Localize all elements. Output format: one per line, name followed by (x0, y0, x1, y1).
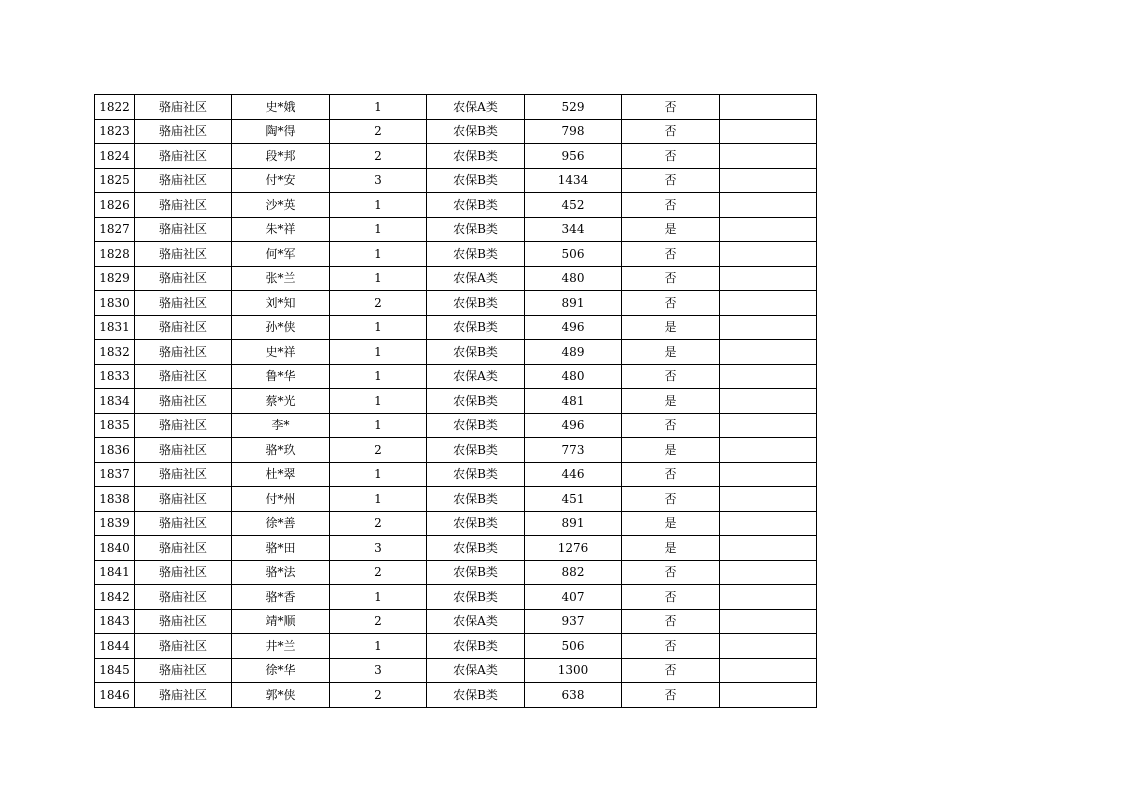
remark-cell (720, 217, 817, 242)
name-cell: 刘*知 (232, 291, 330, 316)
remark-cell (720, 609, 817, 634)
amount-cell: 1434 (525, 168, 622, 193)
amount-cell: 481 (525, 389, 622, 414)
remark-cell (720, 266, 817, 291)
flag-cell: 否 (622, 658, 720, 683)
serial-number-cell: 1828 (95, 242, 135, 267)
serial-number-cell: 1829 (95, 266, 135, 291)
remark-cell (720, 487, 817, 512)
insurance-type-cell: 农保B类 (427, 193, 525, 218)
name-cell: 孙*侠 (232, 315, 330, 340)
amount-cell: 489 (525, 340, 622, 365)
table-row (95, 217, 817, 242)
name-cell: 史*娥 (232, 95, 330, 120)
flag-cell: 是 (622, 315, 720, 340)
community-cell: 骆庙社区 (135, 193, 232, 218)
serial-number-cell: 1841 (95, 560, 135, 585)
amount-cell: 891 (525, 511, 622, 536)
community-cell: 骆庙社区 (135, 95, 232, 120)
flag-cell: 是 (622, 340, 720, 365)
community-cell: 骆庙社区 (135, 119, 232, 144)
insurance-type-cell: 农保B类 (427, 413, 525, 438)
serial-number-cell: 1834 (95, 389, 135, 414)
household-size-cell: 2 (330, 438, 427, 463)
amount-cell: 529 (525, 95, 622, 120)
table-row (95, 536, 817, 561)
insurance-type-cell: 农保A类 (427, 609, 525, 634)
insurance-type-cell: 农保A类 (427, 266, 525, 291)
amount-cell: 480 (525, 364, 622, 389)
table-row (95, 609, 817, 634)
serial-number-cell: 1822 (95, 95, 135, 120)
insurance-type-cell: 农保B类 (427, 389, 525, 414)
insurance-type-cell: 农保B类 (427, 242, 525, 267)
insurance-type-cell: 农保B类 (427, 683, 525, 708)
amount-cell: 956 (525, 144, 622, 169)
household-size-cell: 1 (330, 462, 427, 487)
remark-cell (720, 364, 817, 389)
serial-number-cell: 1832 (95, 340, 135, 365)
household-size-cell: 1 (330, 95, 427, 120)
community-cell: 骆庙社区 (135, 340, 232, 365)
flag-cell: 是 (622, 217, 720, 242)
remark-cell (720, 389, 817, 414)
table-row (95, 119, 817, 144)
flag-cell: 否 (622, 634, 720, 659)
remark-cell (720, 168, 817, 193)
household-size-cell: 2 (330, 560, 427, 585)
amount-cell: 638 (525, 683, 622, 708)
amount-cell: 446 (525, 462, 622, 487)
remark-cell (720, 658, 817, 683)
table-row (95, 438, 817, 463)
remark-cell (720, 560, 817, 585)
remark-cell (720, 585, 817, 610)
remark-cell (720, 536, 817, 561)
name-cell: 徐*善 (232, 511, 330, 536)
amount-cell: 882 (525, 560, 622, 585)
amount-cell: 798 (525, 119, 622, 144)
community-cell: 骆庙社区 (135, 242, 232, 267)
amount-cell: 480 (525, 266, 622, 291)
table-row (95, 291, 817, 316)
community-cell: 骆庙社区 (135, 585, 232, 610)
table-row (95, 95, 817, 120)
table-row (95, 315, 817, 340)
table-row (95, 683, 817, 708)
community-cell: 骆庙社区 (135, 609, 232, 634)
amount-cell: 452 (525, 193, 622, 218)
household-size-cell: 1 (330, 193, 427, 218)
insurance-type-cell: 农保B类 (427, 536, 525, 561)
table-body (95, 95, 817, 708)
flag-cell: 是 (622, 389, 720, 414)
name-cell: 杜*翠 (232, 462, 330, 487)
name-cell: 付*州 (232, 487, 330, 512)
name-cell: 何*军 (232, 242, 330, 267)
community-cell: 骆庙社区 (135, 462, 232, 487)
remark-cell (720, 242, 817, 267)
amount-cell: 344 (525, 217, 622, 242)
serial-number-cell: 1842 (95, 585, 135, 610)
name-cell: 鲁*华 (232, 364, 330, 389)
remark-cell (720, 462, 817, 487)
flag-cell: 否 (622, 193, 720, 218)
serial-number-cell: 1846 (95, 683, 135, 708)
name-cell: 沙*英 (232, 193, 330, 218)
serial-number-cell: 1835 (95, 413, 135, 438)
remark-cell (720, 340, 817, 365)
household-size-cell: 2 (330, 683, 427, 708)
community-cell: 骆庙社区 (135, 536, 232, 561)
serial-number-cell: 1830 (95, 291, 135, 316)
insurance-type-cell: 农保A类 (427, 364, 525, 389)
community-cell: 骆庙社区 (135, 315, 232, 340)
table-row (95, 193, 817, 218)
insurance-type-cell: 农保B类 (427, 144, 525, 169)
amount-cell: 506 (525, 242, 622, 267)
name-cell: 付*安 (232, 168, 330, 193)
insurance-type-cell: 农保B类 (427, 217, 525, 242)
serial-number-cell: 1839 (95, 511, 135, 536)
table-row (95, 168, 817, 193)
flag-cell: 是 (622, 438, 720, 463)
amount-cell: 407 (525, 585, 622, 610)
serial-number-cell: 1840 (95, 536, 135, 561)
table-row (95, 144, 817, 169)
amount-cell: 451 (525, 487, 622, 512)
flag-cell: 否 (622, 487, 720, 512)
household-size-cell: 3 (330, 168, 427, 193)
serial-number-cell: 1838 (95, 487, 135, 512)
household-size-cell: 2 (330, 119, 427, 144)
community-cell: 骆庙社区 (135, 144, 232, 169)
household-size-cell: 1 (330, 266, 427, 291)
flag-cell: 否 (622, 266, 720, 291)
insurance-type-cell: 农保B类 (427, 585, 525, 610)
flag-cell: 否 (622, 683, 720, 708)
remark-cell (720, 95, 817, 120)
serial-number-cell: 1824 (95, 144, 135, 169)
name-cell: 史*祥 (232, 340, 330, 365)
insurance-type-cell: 农保B类 (427, 291, 525, 316)
remark-cell (720, 511, 817, 536)
household-size-cell: 1 (330, 315, 427, 340)
serial-number-cell: 1825 (95, 168, 135, 193)
insurance-type-cell: 农保B类 (427, 168, 525, 193)
serial-number-cell: 1836 (95, 438, 135, 463)
flag-cell: 否 (622, 413, 720, 438)
flag-cell: 否 (622, 242, 720, 267)
remark-cell (720, 193, 817, 218)
flag-cell: 否 (622, 462, 720, 487)
flag-cell: 否 (622, 144, 720, 169)
community-cell: 骆庙社区 (135, 438, 232, 463)
flag-cell: 否 (622, 168, 720, 193)
flag-cell: 否 (622, 119, 720, 144)
flag-cell: 是 (622, 511, 720, 536)
insurance-type-cell: 农保B类 (427, 315, 525, 340)
insurance-type-cell: 农保A类 (427, 658, 525, 683)
community-cell: 骆庙社区 (135, 487, 232, 512)
household-size-cell: 1 (330, 242, 427, 267)
name-cell: 张*兰 (232, 266, 330, 291)
insurance-type-cell: 农保B类 (427, 462, 525, 487)
household-size-cell: 2 (330, 291, 427, 316)
remark-cell (720, 634, 817, 659)
remark-cell (720, 413, 817, 438)
serial-number-cell: 1831 (95, 315, 135, 340)
name-cell: 蔡*光 (232, 389, 330, 414)
name-cell: 徐*华 (232, 658, 330, 683)
insurance-type-cell: 农保B类 (427, 340, 525, 365)
flag-cell: 是 (622, 536, 720, 561)
insurance-type-cell: 农保B类 (427, 438, 525, 463)
insurance-type-cell: 农保A类 (427, 95, 525, 120)
community-cell: 骆庙社区 (135, 389, 232, 414)
household-size-cell: 1 (330, 413, 427, 438)
name-cell: 段*邦 (232, 144, 330, 169)
name-cell: 骆*玖 (232, 438, 330, 463)
table-row (95, 658, 817, 683)
table-row (95, 364, 817, 389)
serial-number-cell: 1826 (95, 193, 135, 218)
community-cell: 骆庙社区 (135, 168, 232, 193)
remark-cell (720, 119, 817, 144)
table-row (95, 585, 817, 610)
table-row (95, 389, 817, 414)
amount-cell: 1276 (525, 536, 622, 561)
table-row (95, 487, 817, 512)
table-row (95, 413, 817, 438)
table-row (95, 340, 817, 365)
household-size-cell: 3 (330, 658, 427, 683)
community-cell: 骆庙社区 (135, 560, 232, 585)
community-cell: 骆庙社区 (135, 634, 232, 659)
amount-cell: 773 (525, 438, 622, 463)
amount-cell: 496 (525, 413, 622, 438)
amount-cell: 1300 (525, 658, 622, 683)
remark-cell (720, 144, 817, 169)
community-cell: 骆庙社区 (135, 658, 232, 683)
flag-cell: 否 (622, 364, 720, 389)
community-cell: 骆庙社区 (135, 511, 232, 536)
flag-cell: 否 (622, 609, 720, 634)
flag-cell: 否 (622, 585, 720, 610)
name-cell: 骆*法 (232, 560, 330, 585)
household-size-cell: 1 (330, 340, 427, 365)
amount-cell: 891 (525, 291, 622, 316)
serial-number-cell: 1844 (95, 634, 135, 659)
name-cell: 靖*顺 (232, 609, 330, 634)
insurance-type-cell: 农保B类 (427, 560, 525, 585)
serial-number-cell: 1833 (95, 364, 135, 389)
serial-number-cell: 1837 (95, 462, 135, 487)
amount-cell: 506 (525, 634, 622, 659)
household-size-cell: 2 (330, 144, 427, 169)
household-size-cell: 2 (330, 511, 427, 536)
flag-cell: 否 (622, 95, 720, 120)
serial-number-cell: 1845 (95, 658, 135, 683)
flag-cell: 否 (622, 560, 720, 585)
community-cell: 骆庙社区 (135, 266, 232, 291)
remark-cell (720, 438, 817, 463)
household-size-cell: 1 (330, 364, 427, 389)
household-size-cell: 1 (330, 634, 427, 659)
household-size-cell: 1 (330, 389, 427, 414)
name-cell: 陶*得 (232, 119, 330, 144)
name-cell: 骆*田 (232, 536, 330, 561)
table-row (95, 511, 817, 536)
household-size-cell: 1 (330, 487, 427, 512)
serial-number-cell: 1827 (95, 217, 135, 242)
household-size-cell: 3 (330, 536, 427, 561)
community-cell: 骆庙社区 (135, 683, 232, 708)
remark-cell (720, 683, 817, 708)
table-row (95, 266, 817, 291)
name-cell: 井*兰 (232, 634, 330, 659)
table-row (95, 560, 817, 585)
remark-cell (720, 315, 817, 340)
serial-number-cell: 1823 (95, 119, 135, 144)
household-size-cell: 1 (330, 585, 427, 610)
household-size-cell: 2 (330, 609, 427, 634)
table-row (95, 634, 817, 659)
name-cell: 郭*侠 (232, 683, 330, 708)
community-cell: 骆庙社区 (135, 217, 232, 242)
remark-cell (720, 291, 817, 316)
insurance-type-cell: 农保B类 (427, 487, 525, 512)
table-row (95, 462, 817, 487)
household-size-cell: 1 (330, 217, 427, 242)
data-table (94, 94, 817, 708)
insurance-type-cell: 农保B类 (427, 511, 525, 536)
serial-number-cell: 1843 (95, 609, 135, 634)
table-row (95, 242, 817, 267)
community-cell: 骆庙社区 (135, 364, 232, 389)
insurance-type-cell: 农保B类 (427, 634, 525, 659)
insurance-type-cell: 农保B类 (427, 119, 525, 144)
amount-cell: 496 (525, 315, 622, 340)
name-cell: 李* (232, 413, 330, 438)
community-cell: 骆庙社区 (135, 413, 232, 438)
amount-cell: 937 (525, 609, 622, 634)
flag-cell: 否 (622, 291, 720, 316)
name-cell: 骆*香 (232, 585, 330, 610)
name-cell: 朱*祥 (232, 217, 330, 242)
community-cell: 骆庙社区 (135, 291, 232, 316)
